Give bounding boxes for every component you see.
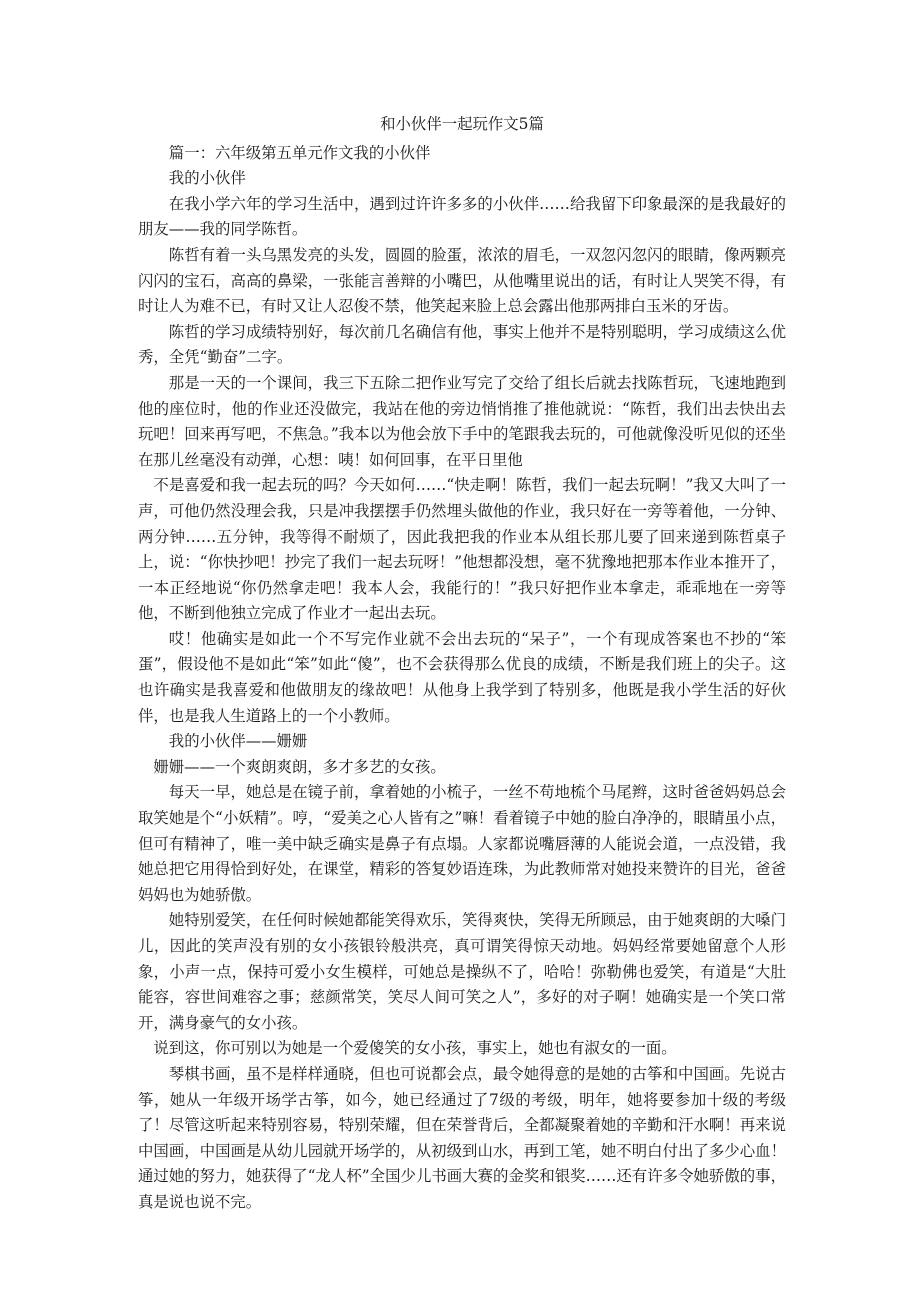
essay-title: 我的小伙伴 <box>168 169 246 188</box>
document-title: 和小伙伴一起玩作文5篇 <box>380 115 544 133</box>
paragraph: 她特别爱笑，在任何时候她都能笑得欢乐，笑得爽快，笑得无所顾忌，由于她爽朗的大嗓门儿，因此的笑声没有别的女小孩银铃般洪亮，真可谓笑得惊天动地。妈妈经常要她留意个人形象，小声一点，保持可爱小女生模样，可她总是操纵不了，哈哈！弥勒佛也爱笑，有道是“大肚能容，容世间难容之事；慈颜常笑，笑尽人间可笑之人”，多好的对子啊！她确实是一个笑口常开，满身豪气的女小孩。 <box>138 911 786 1032</box>
paragraph: 陈哲的学习成绩特别好，每次前几名确信有他，事实上他并不是特别聪明，学习成绩这么优秀，全凭“勤奋”二字。 <box>138 322 786 367</box>
paragraph-continuation: 不是喜爱和我一起去玩的吗？今天如何……“快走啊！陈哲，我们一起去玩啊！”我又大叫了一声，可他仍然没理会我，只是冲我摆摆手仍然埋头做他的作业，我只好在一旁等着他，一分钟、两分钟……五分钟，我等得不耐烦了，因此我把我的作业本从组长那儿要了回来递到陈哲桌子上，说：“你快抄吧！抄完了我们一起去玩呀！”他想都没想，毫不犹豫地把那本作业本推开了，一本正经地说“你仍然拿走吧！我本人会，我能行的！”我只好把作业本拿走，乖乖地在一旁等他，不断到他独立完成了作业才一起出去玩。 <box>138 476 786 623</box>
essay-intro: 姗姗——一个爽朗爽朗，多才多艺的女孩。 <box>153 757 446 776</box>
paragraph: 说到这，你可别以为她是一个爱傻笑的女小孩，事实上，她也有淑女的一面。 <box>153 1039 677 1058</box>
paragraph: 陈哲有着一头乌黑发亮的头发，圆圆的脸蛋，浓浓的眉毛，一双忽闪忽闪的眼睛，像两颗亮闪闪的宝石，高高的鼻梁，一张能言善辩的小嘴巴，从他嘴里说出的话，有时让人哭笑不得，有时让人为难不已，有时又让人忍俊不禁，他笑起来脸上总会露出他那两排白玉米的牙齿。 <box>138 245 786 316</box>
section-heading: 篇一：六年级第五单元作文我的小伙伴 <box>168 143 431 162</box>
paragraph: 每天一早，她总是在镜子前，拿着她的小梳子，一丝不苟地梳个马尾辫，这时爸爸妈妈总会取笑她是个“小妖精”。哼，“爱美之心人皆有之”嘛！看着镜子中她的脸白净净的，眼睛虽小点，但可有精神了，唯一美中缺乏确实是鼻子有点塌。人家都说嘴唇薄的人能说会道，一点没错，我她总把它用得恰到好处，在课堂，精彩的答复妙语连珠，为此教师常对她投来赞许的目光，爸爸妈妈也为她骄傲。 <box>138 783 786 904</box>
paragraph: 琴棋书画，虽不是样样通晓，但也可说都会点，最令她得意的是她的古筝和中国画。先说古筝，她从一年级开场学古筝，如今，她已经通过了7级的考级，明年，她将要参加十级的考级了！尽管这听起来特别容易，特别荣耀，但在荣誉背后，全都凝聚着她的辛勤和汗水啊！再来说中国画，中国画是从幼儿园就开场学的，从初级到山水，再到工笔，她不明白付出了多少心血！通过她的努力，她获得了“龙人杯”全国少儿书画大赛的金奖和银奖……还有许多令她骄傲的事，真是说也说不完。 <box>138 1064 786 1211</box>
document-body <box>138 112 786 1216</box>
paragraph: 那是一天的一个课间，我三下五除二把作业写完了交给了组长后就去找陈哲玩，飞速地跑到他的座位时，他的作业还没做完，我站在他的旁边悄悄推了推他就说：“陈哲，我们出去快出去玩吧！回来再写吧，不焦急。”我本以为他会放下手中的笔跟我去玩的，可他就像没听见似的还坐在那儿丝毫没有动弹，心想：咦！如何回事，在平日里他 <box>138 373 786 469</box>
essay-title: 我的小伙伴——姗姗 <box>168 732 308 751</box>
paragraph: 在我小学六年的学习生活中，遇到过许许多多的小伙伴……给我留下印象最深的是我最好的朋友——我的同学陈哲。 <box>138 194 786 239</box>
paragraph: 哎！他确实是如此一个不写完作业就不会出去玩的“呆子”，一个有现成答案也不抄的“笨蛋”，假设他不是如此“笨”如此“傻”，也不会获得那么优良的成绩，不断是我们班上的尖子。这也许确实是我喜爱和他做朋友的缘故吧！从他身上我学到了特别多，他既是我小学生活的好伙伴，也是我人生道路上的一个小教师。 <box>138 629 786 725</box>
